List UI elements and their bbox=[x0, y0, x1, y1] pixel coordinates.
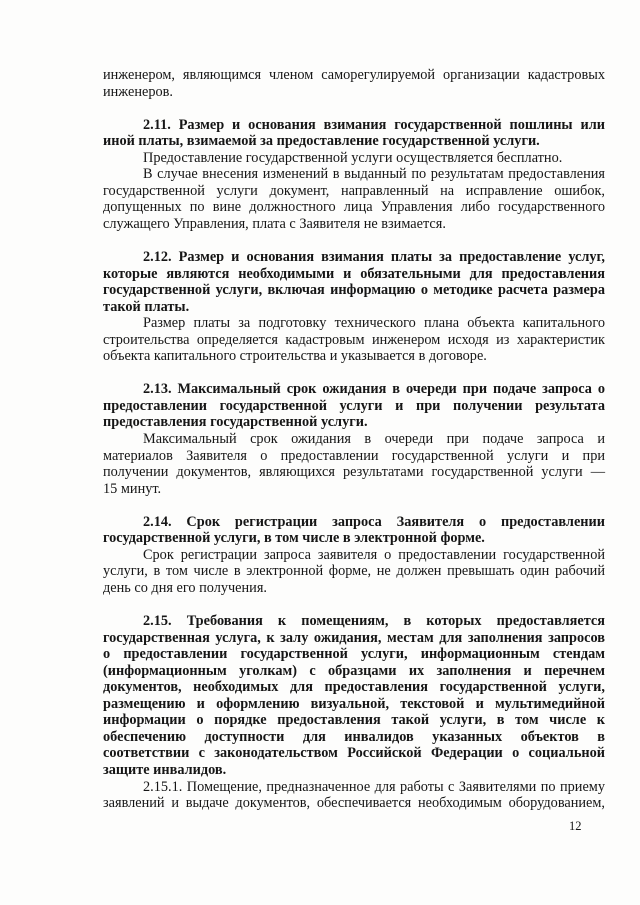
section-heading bbox=[103, 117, 605, 150]
paragraph-line: 2.15.1. Помещение, предназначенное для работы с Заявителями по приему bbox=[143, 778, 605, 795]
heading-line: такой платы. bbox=[103, 298, 190, 315]
heading-line: защите инвалидов. bbox=[103, 761, 227, 778]
paragraph-line: Максимальный срок ожидания в очереди при подаче запроса и bbox=[143, 431, 605, 448]
paragraph-line: Предоставление государственной услуги осуществляется бесплатно. bbox=[143, 149, 563, 166]
paragraph-line: допущенных по вине должностного лица Управления либо государственного bbox=[103, 199, 605, 216]
paragraph-line: 15 минут. bbox=[103, 480, 162, 497]
heading-line: соответствии с законодательством Российской Федерации о социальной bbox=[103, 745, 605, 762]
paragraph bbox=[103, 315, 605, 365]
paragraph bbox=[103, 779, 605, 812]
blank-line bbox=[103, 100, 605, 117]
paragraph-line: служащего Управления, плата с Заявителя не взимается. bbox=[103, 215, 446, 232]
heading-line: 2.15. Требования к помещениям, в которых предоставляется bbox=[143, 613, 605, 630]
paragraph bbox=[103, 150, 605, 167]
paragraph-line: Срок регистрации запроса заявителя о предоставлении государственной bbox=[143, 546, 605, 563]
blank-line bbox=[103, 232, 605, 249]
paragraph-line: инженеров. bbox=[103, 83, 173, 100]
section-2-12 bbox=[103, 249, 605, 365]
page-body bbox=[103, 67, 605, 812]
heading-line: государственной услуги, в том числе в электронной форме. bbox=[103, 530, 485, 547]
section-2-13 bbox=[103, 381, 605, 497]
paragraph-line: государственной услуги документ, направленный на исправление ошибок, bbox=[103, 182, 605, 199]
paragraph bbox=[103, 431, 605, 497]
paragraph-line: строительства определяется кадастровым инженером исходя из характеристик bbox=[103, 331, 605, 348]
section-2-14 bbox=[103, 514, 605, 597]
heading-line: о предоставлении государственной услуги, информационным стендам bbox=[103, 646, 605, 663]
section-heading bbox=[103, 249, 605, 315]
paragraph bbox=[103, 547, 605, 597]
paragraph-line: Размер платы за подготовку технического плана объекта капитального bbox=[143, 315, 605, 332]
heading-line: государственной услуги, включая информацию о методике расчета размера bbox=[103, 282, 605, 299]
heading-line: предоставлении государственной услуги и при получении результата bbox=[103, 397, 605, 414]
paragraph-line: объекта капитального строительства и указывается в договоре. bbox=[103, 348, 487, 365]
heading-line: обеспечению доступности для инвалидов указанных объектов в bbox=[103, 728, 605, 745]
heading-line: 2.11. Размер и основания взимания государственной пошлины или bbox=[143, 116, 605, 133]
blank-line bbox=[103, 497, 605, 514]
page-number: 12 bbox=[569, 819, 582, 833]
heading-line: иной платы, взимаемой за предоставление государственной услуги. bbox=[103, 133, 540, 150]
heading-line: (информационным уголкам) с образцами их заполнения и перечнем bbox=[103, 662, 605, 679]
blank-line bbox=[103, 365, 605, 382]
paragraph-line: день со дня его получения. bbox=[103, 579, 267, 596]
heading-line: информации о порядке предоставления такой услуги, в том числе к bbox=[103, 712, 605, 729]
paragraph-line: В случае внесения изменений в выданный по результатам предоставления bbox=[143, 166, 605, 183]
section-heading bbox=[103, 613, 605, 778]
paragraph-line: услуги, в том числе в электронной форме, не должен превышать один рабочий bbox=[103, 563, 605, 580]
heading-line: 2.13. Максимальный срок ожидания в очереди при подаче запроса о bbox=[143, 381, 605, 398]
section-heading bbox=[103, 514, 605, 547]
heading-line: документов, необходимых для предоставления государственной услуги, bbox=[103, 679, 605, 696]
heading-line: 2.14. Срок регистрации запроса Заявителя о предоставлении bbox=[143, 513, 605, 530]
paragraph-line: инженером, являющимся членом саморегулируемой организации кадастровых bbox=[103, 67, 605, 83]
paragraph-line: материалов Заявителя о предоставлении государственной услуги и при bbox=[103, 447, 605, 464]
section-heading bbox=[103, 381, 605, 431]
paragraph bbox=[103, 166, 605, 232]
section-2-15 bbox=[103, 613, 605, 812]
heading-line: государственная услуга, к залу ожидания, местам для заполнения запросов bbox=[103, 629, 605, 646]
continuation-paragraph bbox=[103, 67, 605, 100]
paragraph-line: получении документов, являющихся результатами государственной услуги — bbox=[103, 464, 605, 481]
heading-line: которые являются необходимыми и обязательными для предоставления bbox=[103, 265, 605, 282]
section-2-11 bbox=[103, 117, 605, 233]
heading-line: размещению и оформлению визуальной, текстовой и мультимедийной bbox=[103, 695, 605, 712]
blank-line bbox=[103, 597, 605, 614]
heading-line: 2.12. Размер и основания взимания платы за предоставление услуг, bbox=[143, 249, 605, 266]
heading-line: предоставления государственной услуги. bbox=[103, 414, 368, 431]
paragraph-line: заявлений и выдаче документов, обеспечивается необходимым оборудованием, bbox=[103, 795, 605, 812]
